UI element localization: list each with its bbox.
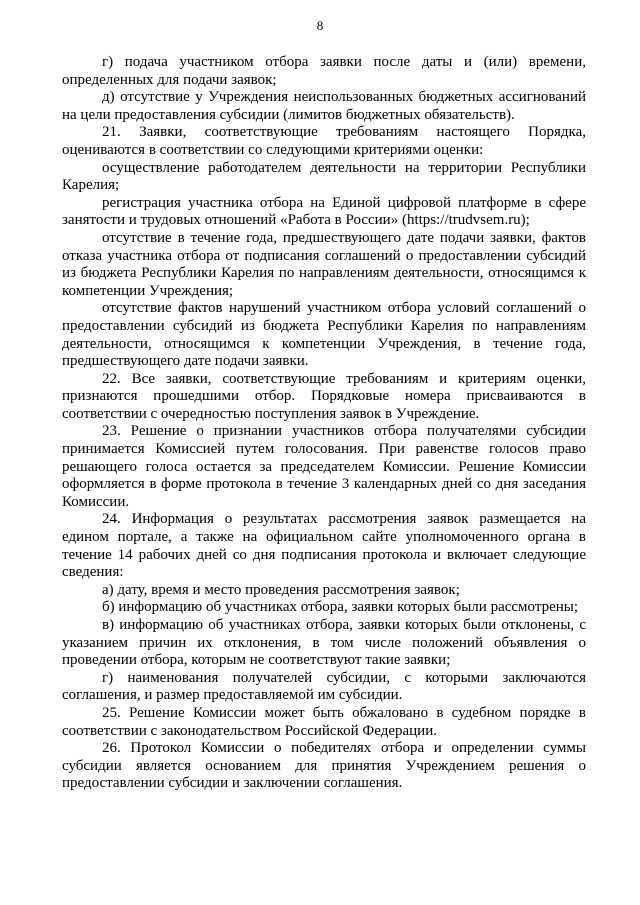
- criterion-no-violations: отсутствие фактов нарушений участником отбора условий соглашений о предоставлении субсидий из бюджета Республики Карелия по направлениям деятельности, относящимся к компетенции Учреждения, в течение года, предшествующего дате подачи заявки.: [62, 300, 586, 370]
- paragraph-25-appeal: 25. Решение Комиссии может быть обжаловано в судебном порядке в соответствии с законодательством Российской Федерации.: [62, 704, 586, 739]
- paragraph-26-protocol: 26. Протокол Комиссии о победителях отбора и определении суммы субсидии является основанием для принятия Учреждением решения о предоставлении субсидии и заключении соглашения.: [62, 740, 586, 792]
- info-item-g: г) наименования получателей субсидии, с которыми заключаются соглашения, и размер предоставляемой им субсидии.: [62, 669, 586, 704]
- paragraph-23-decision: 23. Решение о признании участников отбора получателями субсидии принимается Комиссией путем голосования. При равенстве голосов право решающего голоса остается за председателем Комиссии. Решение Комиссии оформляется в форме протокола в течение 3 календарных дней со дня заседания Комиссии.: [62, 423, 586, 510]
- paragraph-24-information: 24. Информация о результатах рассмотрения заявок размещается на едином портале, а также на официальном сайте уполномоченного органа в течение 14 рабочих дней со дня подписания протокола и включает следующие сведения:: [62, 511, 586, 581]
- document-body: [62, 54, 586, 793]
- paragraph-item-g-late-submission: г) подача участником отбора заявки после даты и (или) времени, определенных для подачи заявок;: [62, 54, 586, 88]
- criterion-registration: регистрация участника отбора на Единой цифровой платформе в сфере занятости и трудовых отношений «Работа в России» (https://trudvsem.ru);: [62, 194, 586, 229]
- paragraph-22-passed: 22. Все заявки, соответствующие требованиям и критериям оценки, признаются прошедшими отбор. Порядковые номера присваиваются в соответствии с очередностью поступления заявок в Учреждение.: [62, 370, 586, 422]
- info-item-a: а) дату, время и место проведения рассмотрения заявок;: [102, 581, 460, 598]
- page-number: 8: [316, 18, 324, 33]
- criterion-territory: осуществление работодателем деятельности на территории Республики Карелия;: [62, 159, 586, 194]
- paragraph-item-d-no-budget: д) отсутствие у Учреждения неиспользованных бюджетных ассигнований на цели предоставления субсидии (лимитов бюджетных обязательств).: [62, 89, 586, 123]
- criterion-no-refusal: отсутствие в течение года, предшествующего дате подачи заявки, фактов отказа участника отбора от подписания соглашений о предоставлении субсидий из бюджета Республики Карелия по направлениям деятельности, относящимся к компетенции Учреждения;: [62, 229, 586, 299]
- info-item-b: б) информацию об участниках отбора, заявки которых были рассмотрены;: [102, 599, 579, 616]
- paragraph-21-evaluation: 21. Заявки, соответствующие требованиям настоящего Порядка, оцениваются в соответствии со следующими критериями оценки:: [62, 124, 586, 158]
- info-item-v: в) информацию об участниках отбора, заявки которых были отклонены, с указанием причин их отклонения, в том числе положений объявления о проведении отбора, которым не соответствуют такие заявки;: [62, 617, 586, 669]
